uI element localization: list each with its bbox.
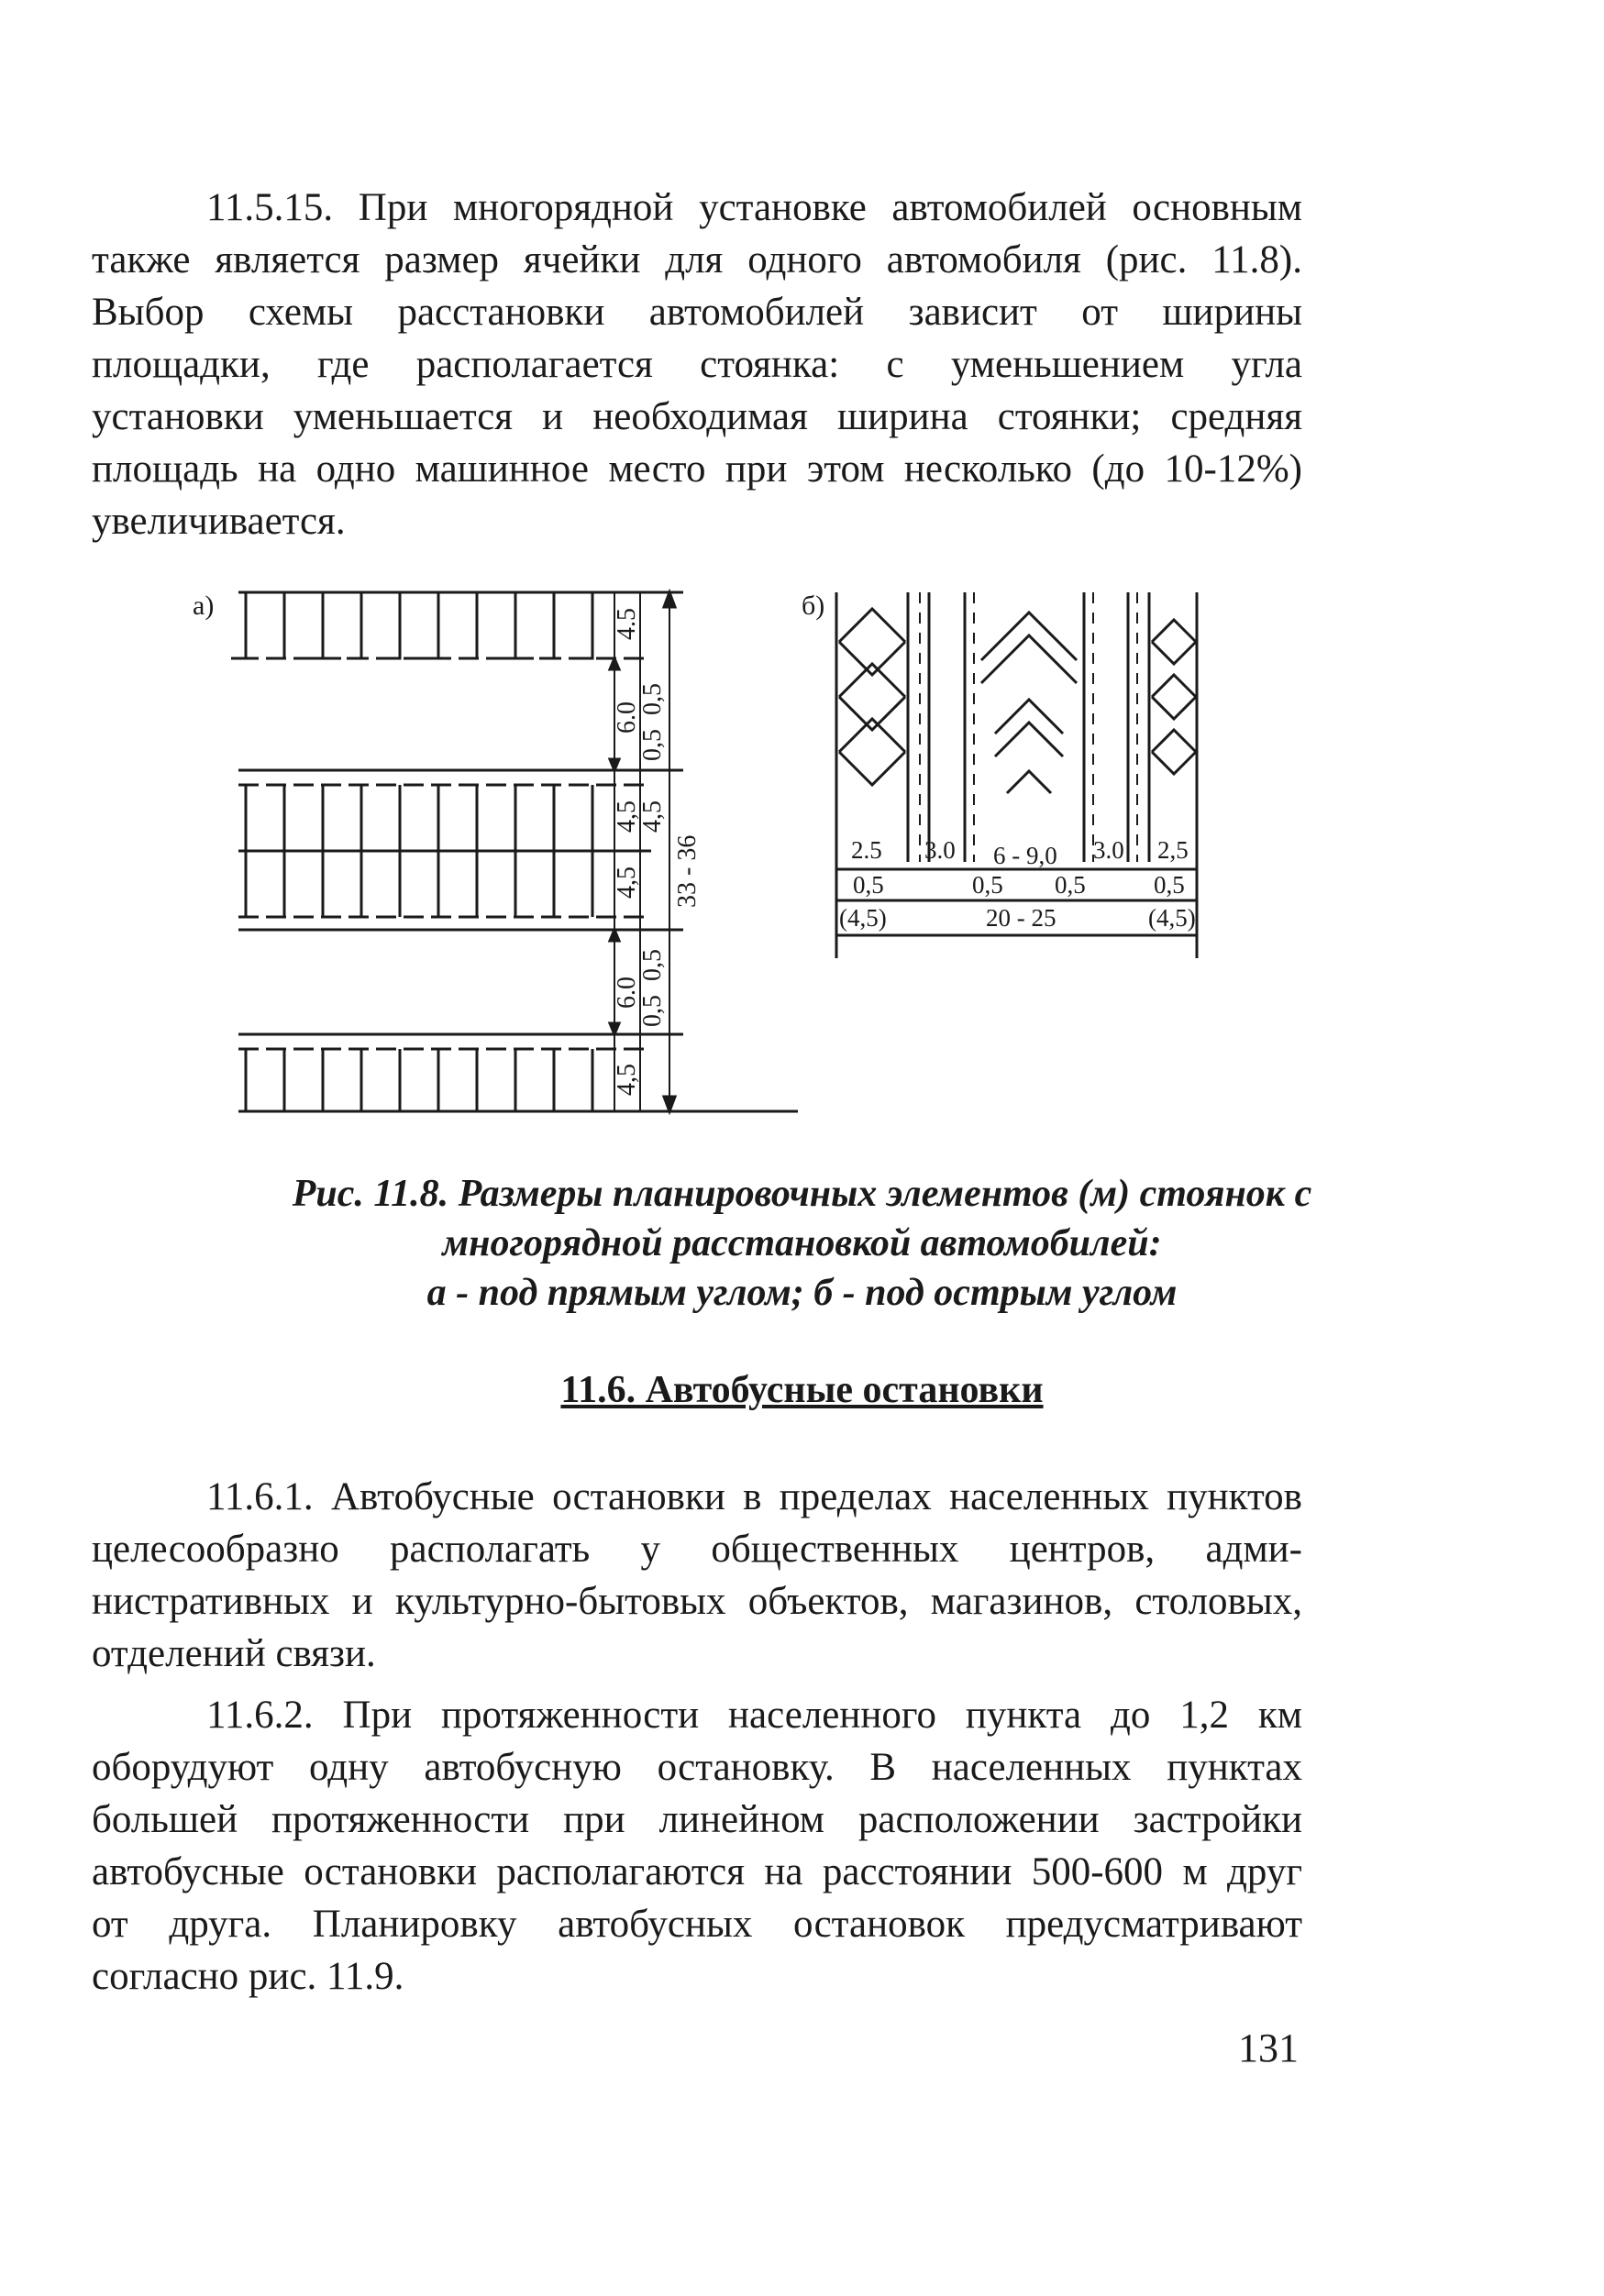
text-line: 11.6.2. При протяженности населенного пункта до 1,2 км xyxy=(206,1694,1302,1737)
figure-11-8 xyxy=(174,578,1211,1119)
text-line: площадь на одно машинное место при этом несколько (до 10-12%) xyxy=(92,447,1302,491)
dim-label: 2,5 xyxy=(1157,836,1189,864)
figure-caption-legend: а - под прямым углом; б - под острым углом xyxy=(426,1272,1178,1314)
page-number: 131 xyxy=(1238,2026,1299,2070)
text-line: площадки, где располагается стоянка: с уменьшением угла xyxy=(92,343,1302,386)
dim-label: 6.0 xyxy=(613,701,641,734)
text-line: оборудуют одну автобусную остановку. В населенных пунктах xyxy=(92,1746,1302,1789)
dim-label: 0,5 xyxy=(638,683,667,715)
dim-label: 0,5 xyxy=(1055,871,1086,899)
dim-label: 4,5 xyxy=(613,867,641,899)
figure-caption-line: многорядной расстановкой автомобилей: xyxy=(442,1222,1162,1264)
dim-label: 0,5 xyxy=(638,995,667,1027)
text-line: от друга. Планировку автобусных остановок предусматривают xyxy=(92,1903,1302,1946)
dim-label: 20 - 25 xyxy=(986,904,1056,932)
paragraph-11-6-1 xyxy=(92,1471,1302,1680)
figure-caption-title: Рис. 11.8. Размеры планировочных элементов (м) стоянок с xyxy=(292,1173,1312,1215)
text-line: автобусные остановки располагаются на расстоянии 500-600 м друг xyxy=(92,1850,1302,1893)
panel-b-label: б) xyxy=(802,591,825,621)
text-line: отделений связи. xyxy=(92,1632,376,1675)
text-line: целесообразно располагать у общественных центров, адми- xyxy=(92,1528,1302,1571)
dim-label: 4,5 xyxy=(613,1064,641,1096)
dim-label: (4,5) xyxy=(1148,904,1196,932)
dim-label: 6 - 9,0 xyxy=(993,842,1057,869)
text-line: нистративных и культурно-бытовых объектов, магазинов, столовых, xyxy=(92,1580,1302,1623)
text-line: установки уменьшается и необходимая ширина стоянки; средняя xyxy=(92,395,1302,438)
text-line: 11.6.1. Автобусные остановки в пределах населенных пунктов xyxy=(206,1475,1302,1518)
panel-b-dimension-labels xyxy=(839,836,1196,932)
panel-a-drawing xyxy=(231,592,798,1111)
text-line: также является размер ячейки для одного автомобиля (рис. 11.8). xyxy=(92,238,1302,281)
dim-label: 6.0 xyxy=(613,977,641,1009)
dim-label: 0,5 xyxy=(638,729,667,761)
dim-label: 4,5 xyxy=(613,800,641,833)
text-line: Выбор схемы расстановки автомобилей зависит от ширины xyxy=(92,291,1302,334)
dim-label: 3.0 xyxy=(1093,836,1124,864)
paragraph-11-6-2 xyxy=(92,1689,1302,2003)
panel-a-label: а) xyxy=(193,591,215,621)
dim-label: 0,5 xyxy=(1154,871,1185,899)
text-line: 11.5.15. При многорядной установке автомобилей основным xyxy=(206,186,1302,229)
text-line: согласно рис. 11.9. xyxy=(92,1955,404,1998)
dim-label: 4,5 xyxy=(638,800,667,833)
dim-label: 0,5 xyxy=(972,871,1003,899)
text-line: увеличивается. xyxy=(92,500,346,543)
dim-label: 33 - 36 xyxy=(673,834,702,908)
dim-label: 0,5 xyxy=(638,949,667,981)
section-heading: 11.6. Автобусные остановки xyxy=(560,1369,1044,1411)
text-line: большей протяженности при линейном расположении застройки xyxy=(92,1798,1302,1841)
dim-label: 0,5 xyxy=(853,871,884,899)
dim-label: (4,5) xyxy=(839,904,887,932)
dim-label: 3.0 xyxy=(924,836,956,864)
dim-label: 4.5 xyxy=(613,608,641,640)
dim-label: 2.5 xyxy=(851,836,882,864)
paragraph-11-5-15 xyxy=(92,182,1302,547)
